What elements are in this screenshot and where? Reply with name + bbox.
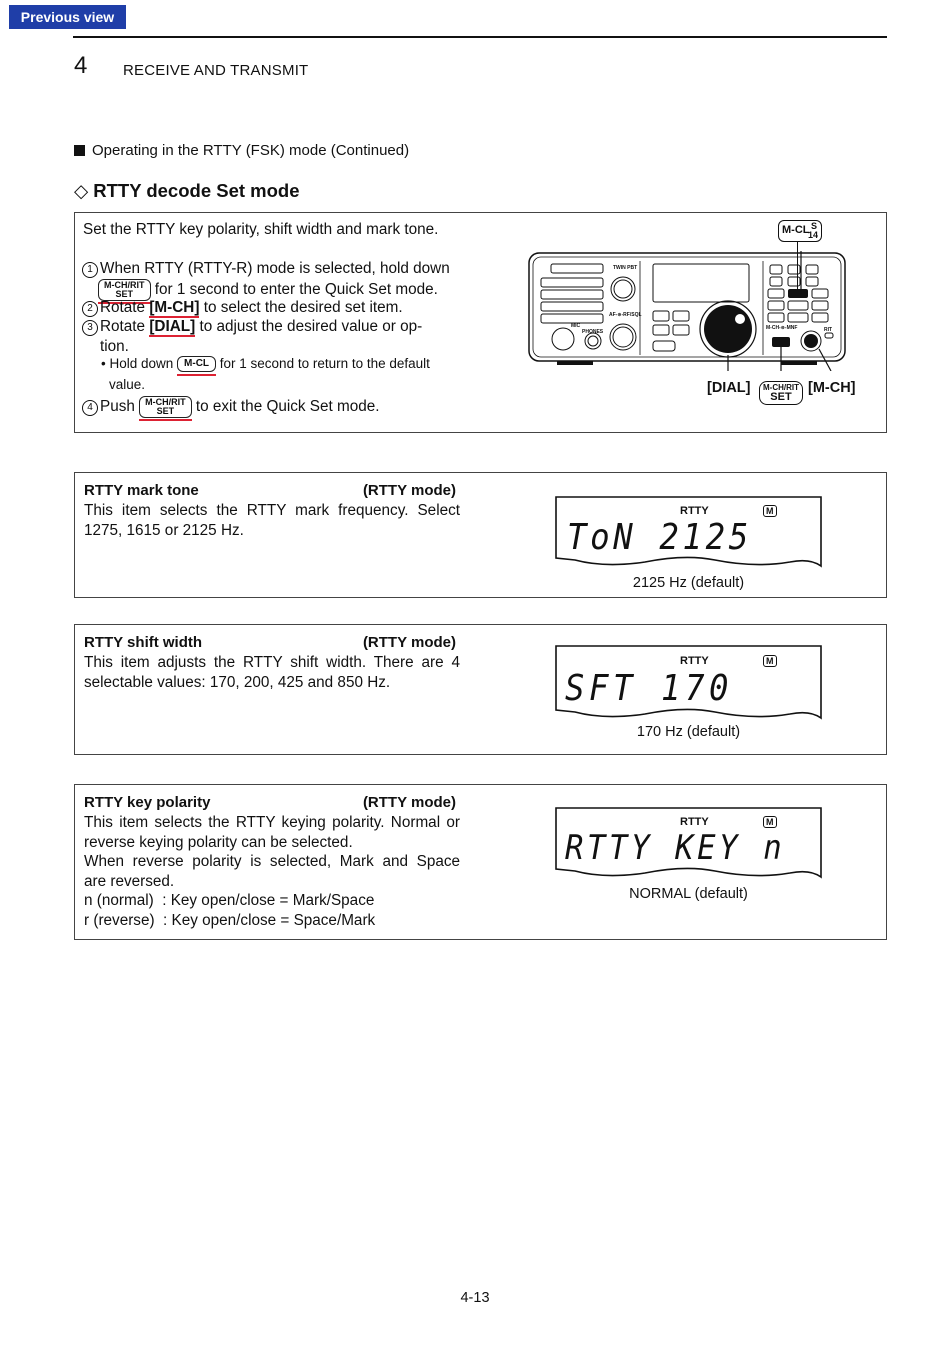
callout-line [797,241,798,290]
lcd-caption: NORMAL (default) [629,886,748,902]
item-title: RTTY key polarity (RTTY mode) [84,794,456,811]
label-phones: PHONES [582,329,604,335]
set-callout: M-CH/RIT SET [759,381,803,405]
dial-key-label: [DIAL] [149,318,196,335]
default-note: • Hold down M-CL for 1 second to return to the default value. [101,356,430,392]
lcd-segment-text: SFT 170 [565,668,734,709]
lcd-mode-tag: RTTY [680,505,709,517]
mch-callout: [M-CH] [808,380,856,396]
top-rule [73,36,887,38]
diamond-icon: ◇ [74,180,89,201]
lcd-caption: 2125 Hz (default) [632,575,745,591]
procedure-intro: Set the RTTY key polarity, shift width and mark tone. [83,221,439,238]
shift-width-box [74,624,887,755]
step-number: 2 [82,301,98,317]
step-number: 4 [82,400,98,416]
lcd-memory-indicator: M [763,655,777,667]
lcd-memory-indicator: M [763,816,777,828]
label-af-rf: AF-⊕-RF/SQL [609,312,642,318]
section-heading: Operating in the RTTY (FSK) mode (Continued) [74,142,409,159]
step-1: 1 When RTTY (RTTY-R) mode is selected, hold down M-CH/RIT SET for 1 second to enter the Quick Set mode. [82,259,462,304]
previous-view-button[interactable]: Previous view [9,5,126,29]
chapter-number: 4 [74,52,88,79]
step-2: 2 Rotate [M-CH] to select the desired set item. [82,298,462,318]
page-number: 4-13 [460,1290,490,1306]
lcd-segment-text: RTTY KEY n [565,828,786,868]
step-number: 3 [82,320,98,336]
square-bullet-icon [74,145,85,156]
lcd-display [555,645,822,715]
mcl-key: M-CL [177,355,216,376]
chapter-title: RECEIVE AND TRANSMIT [123,62,309,79]
subsection-heading: ◇ RTTY decode Set mode [74,180,300,201]
item-title: RTTY shift width (RTTY mode) [84,634,456,651]
label-mic: MIC [571,323,581,329]
mch-rit-set-key: M-CH/RIT SET [98,279,151,304]
procedure-box [74,212,887,433]
item-description: This item selects the RTTY mark frequency. Select 1275, 1615 or 2125 Hz. [84,502,460,539]
mch-rit-set-key: M-CH/RIT SET [139,396,192,421]
lcd-memory-indicator: M [763,505,777,517]
dial-callout: [DIAL] [707,380,751,396]
lcd-mode-tag: RTTY [680,655,709,667]
lcd-caption: 170 Hz (default) [636,724,741,740]
radio-front-panel [527,251,849,376]
mch-key-label: [M-CH] [149,299,200,316]
lcd-segment-text: ToN 2125 [567,517,752,558]
lcd-mode-tag: RTTY [680,816,709,828]
step-3: 3 Rotate [DIAL] to adjust the desired value or op- tion. [82,317,462,356]
label-mch-mnf: M-CH-⊕-MNF [766,325,798,331]
mcl-callout: M-CL S 14 [778,220,822,242]
mark-tone-box [74,472,887,598]
lcd-display [555,807,822,877]
item-title: RTTY mark tone (RTTY mode) [84,482,456,499]
step-4: 4 Push M-CH/RIT SET to exit the Quick Set mode. [82,396,462,421]
lcd-display [555,496,822,566]
label-twin-pbt: TWIN PBT [613,265,638,271]
step-number: 1 [82,262,98,278]
label-rit: RIT [824,327,833,333]
key-polarity-box [74,784,887,940]
item-description: This item selects the RTTY keying polarity. Normal or reverse keying polarity can be selected. When reverse polarity is selected, Mark and Space are reversed. n (normal) : Key open/close = Mark/Space r (reverse) : Key open/close = Space/Mark [84,814,460,929]
item-description: This item adjusts the RTTY shift width. There are 4 selectable values: 170, 200, 425 and 850 Hz. [84,654,460,691]
